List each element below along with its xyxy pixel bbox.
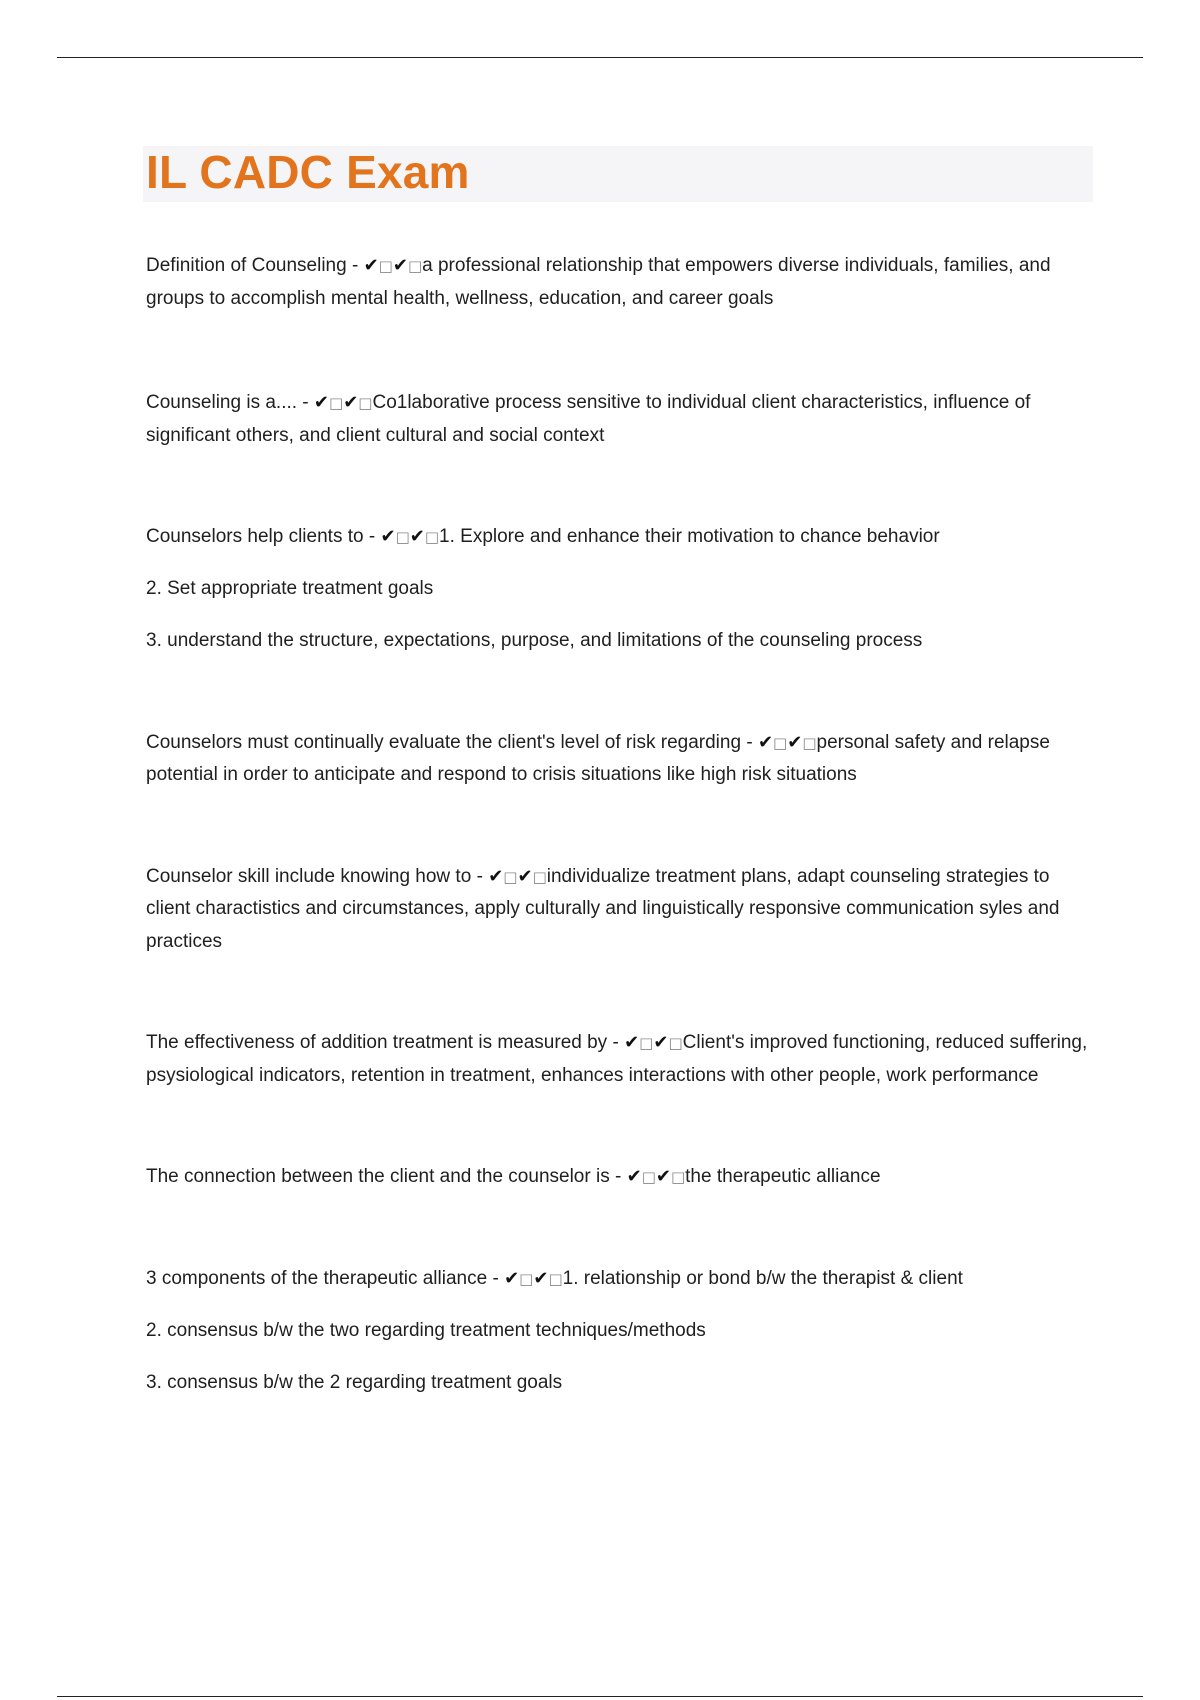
top-rule bbox=[57, 57, 1143, 58]
qa-question-answer bbox=[146, 727, 1096, 792]
box-icon: □ bbox=[424, 528, 440, 546]
qa-term: Counselors must continually evaluate the client's level of risk regarding bbox=[146, 731, 742, 753]
check-icon: ✔ bbox=[517, 865, 533, 887]
qa-entry bbox=[146, 521, 1096, 658]
qa-answer-text: personal safety and relapse potential in order to anticipate and respond to crisis situations like high risk situations bbox=[146, 731, 1050, 785]
qa-term: The effectiveness of addition treatment is measured by bbox=[146, 1032, 608, 1053]
qa-separator: - bbox=[297, 392, 314, 413]
check-icon: ✔ bbox=[380, 526, 396, 547]
qa-answer-text: 2. consensus b/w the two regarding treatment techniques/methods bbox=[146, 1319, 706, 1341]
qa-question-answer bbox=[146, 861, 1096, 959]
check-icon: ✔ bbox=[343, 392, 359, 413]
qa-question-answer bbox=[146, 250, 1096, 315]
qa-answer-text: individualize treatment plans, adapt counseling strategies to client charactistics and circumstances, apply culturally and linguistically responsive communication syles and practices bbox=[146, 865, 1060, 952]
box-icon: □ bbox=[395, 528, 410, 546]
check-icon: ✔ bbox=[504, 1267, 520, 1289]
qa-entry bbox=[146, 727, 1096, 792]
qa-entry bbox=[146, 1027, 1096, 1092]
box-icon: □ bbox=[548, 1269, 563, 1288]
qa-separator: - bbox=[346, 255, 364, 276]
box-icon: □ bbox=[503, 867, 518, 886]
qa-answer-text: Client's improved functioning, reduced suffering, psysiological indicators, retention in treatment, enhances interactions with other people, work performance bbox=[146, 1032, 1088, 1086]
qa-answer-text: a professional relationship that empowers diverse individuals, families, and groups to accomplish mental health, wellness, education, and career goals bbox=[146, 255, 1051, 309]
check-icon: ✔ bbox=[757, 731, 774, 753]
box-icon: □ bbox=[641, 1168, 656, 1186]
check-icon: ✔ bbox=[626, 1166, 642, 1187]
check-icon: ✔ bbox=[787, 731, 803, 753]
box-icon: □ bbox=[668, 1034, 683, 1052]
qa-question-answer bbox=[146, 521, 1096, 554]
box-icon: □ bbox=[773, 733, 788, 752]
qa-answer-text: 1. Explore and enhance their motivation to chance behavior bbox=[439, 526, 940, 547]
qa-answer-line bbox=[146, 1367, 1096, 1400]
qa-answer-text: 3. understand the structure, expectations, purpose, and limitations of the counseling process bbox=[146, 630, 923, 651]
check-icon: ✔ bbox=[409, 526, 425, 547]
qa-separator: - bbox=[471, 865, 489, 887]
qa-list bbox=[146, 250, 1096, 1399]
check-icon: ✔ bbox=[313, 392, 330, 413]
qa-entry bbox=[146, 861, 1096, 959]
qa-answer-text: Co1laborative process sensitive to individual client characteristics, influence of significant others, and client cultural and social context bbox=[146, 392, 1031, 446]
qa-entry bbox=[146, 250, 1096, 315]
box-icon: □ bbox=[802, 733, 817, 752]
qa-answer-text: 2. Set appropriate treatment goals bbox=[146, 578, 434, 599]
box-icon: □ bbox=[329, 394, 344, 412]
qa-separator: - bbox=[607, 1032, 625, 1053]
box-icon: □ bbox=[358, 394, 373, 412]
qa-term: Counseling is a.... bbox=[146, 392, 298, 413]
qa-entry bbox=[146, 387, 1096, 452]
qa-term: Definition of Counseling bbox=[146, 255, 347, 276]
qa-answer-line bbox=[146, 573, 1096, 606]
qa-answer-line bbox=[146, 625, 1096, 658]
box-icon: □ bbox=[407, 257, 423, 275]
qa-answer-text: the therapeutic alliance bbox=[685, 1166, 881, 1187]
bottom-rule bbox=[57, 1696, 1143, 1697]
check-icon: ✔ bbox=[655, 1166, 671, 1187]
check-icon: ✔ bbox=[363, 255, 379, 276]
check-icon: ✔ bbox=[533, 1267, 549, 1289]
check-icon: ✔ bbox=[624, 1032, 640, 1053]
qa-term: Counselors help clients to bbox=[146, 526, 364, 547]
qa-answer-text: 1. relationship or bond b/w the therapist & client bbox=[562, 1267, 963, 1289]
box-icon: □ bbox=[532, 867, 547, 886]
qa-term: 3 components of the therapeutic alliance bbox=[146, 1267, 488, 1289]
check-icon: ✔ bbox=[392, 255, 408, 276]
qa-question-answer bbox=[146, 1027, 1096, 1092]
box-icon: □ bbox=[519, 1269, 534, 1288]
qa-question-answer bbox=[146, 387, 1096, 452]
page-title: IL CADC Exam bbox=[146, 146, 470, 198]
check-icon: ✔ bbox=[488, 865, 504, 887]
qa-question-answer bbox=[146, 1263, 1096, 1296]
qa-entry bbox=[146, 1263, 1096, 1400]
qa-question-answer bbox=[146, 1161, 1096, 1194]
box-icon: □ bbox=[378, 257, 393, 275]
qa-separator: - bbox=[609, 1166, 627, 1187]
qa-separator: - bbox=[363, 526, 381, 547]
check-icon: ✔ bbox=[653, 1032, 669, 1053]
qa-term: Counselor skill include knowing how to bbox=[146, 865, 472, 887]
qa-separator: - bbox=[487, 1267, 505, 1289]
box-icon: □ bbox=[670, 1168, 686, 1186]
qa-separator: - bbox=[741, 731, 758, 753]
qa-entry bbox=[146, 1161, 1096, 1194]
qa-term: The connection between the client and the counselor is bbox=[146, 1166, 610, 1187]
qa-answer-text: 3. consensus b/w the 2 regarding treatment goals bbox=[146, 1371, 563, 1393]
box-icon: □ bbox=[639, 1034, 654, 1052]
qa-answer-line bbox=[146, 1315, 1096, 1348]
